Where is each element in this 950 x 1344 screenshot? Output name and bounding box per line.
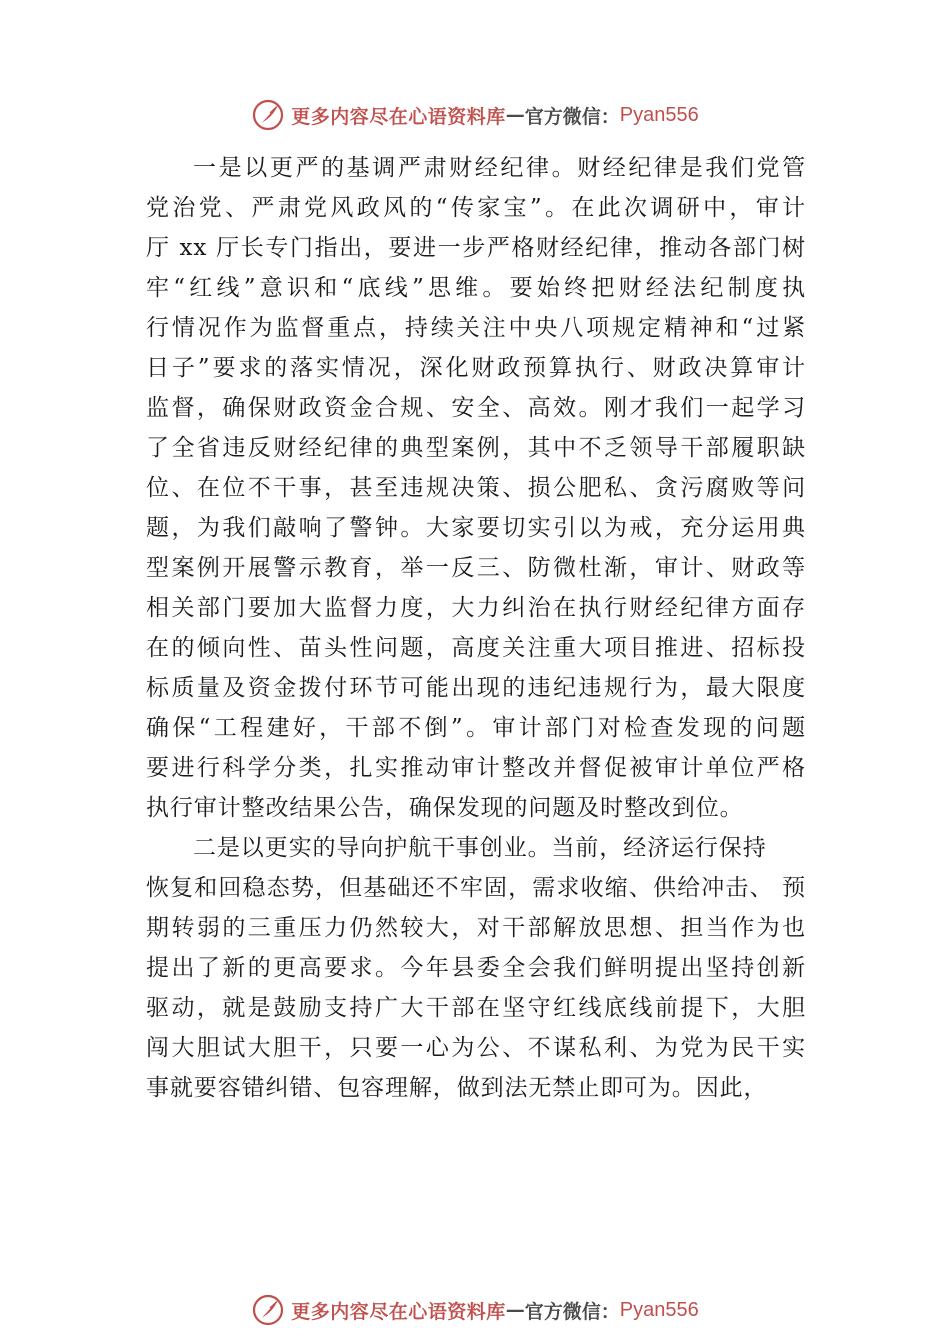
text-line: 闯大胆试大胆干，只要一心为公、不谋私利、为党为民干实: [146, 1035, 806, 1061]
text-line: 题，为我们敲响了警钟。大家要切实引以为戒，充分运用典: [146, 515, 806, 541]
text-line: 确保“工程建好，干部不倒”。审计部门对检查发现的问题: [146, 715, 806, 741]
paragraph-1: [146, 148, 806, 828]
text-line: 位、在位不干事，甚至违规决策、损公肥私、贪污腐败等问: [146, 475, 806, 501]
feather-pen-logo-icon: [251, 98, 285, 132]
paragraph-2: [146, 828, 806, 1108]
text-line: 牢“红线”意识和“底线”思维。要始终把财经法纪制度执: [146, 275, 806, 301]
text-line: 事就要容错纠错、包容理解，做到法无禁止即可为。因此，: [146, 1075, 768, 1101]
watermark-separator: —: [505, 104, 525, 126]
text-line: 要进行科学分类，扎实推动审计整改并督促被审计单位严格: [146, 755, 806, 781]
header-watermark: [0, 95, 950, 135]
watermark-official-label: 官方微信：: [524, 105, 620, 128]
text-line: 执行审计整改结果公告，确保发现的问题及时整改到位。: [146, 795, 744, 821]
text-line: 厅 xx 厅长专门指出，要进一步严格财经纪律，推动各部门树: [146, 235, 806, 261]
document-body: [146, 148, 806, 1108]
text-line: 恢复和回稳态势，但基础还不牢固，需求收缩、供给冲击、 预: [146, 875, 806, 901]
text-line: 驱动，就是鼓励支持广大干部在坚守红线底线前提下，大胆: [146, 995, 806, 1021]
watermark-brand: 更多内容尽在心语资料库: [291, 1300, 506, 1323]
text-line: 监督，确保财政资金合规、安全、高效。刚才我们一起学习: [146, 395, 806, 421]
text-line: 在的倾向性、苗头性问题，高度关注重大项目推进、招标投: [146, 635, 806, 661]
text-line: 行情况作为监督重点，持续关注中央八项规定精神和“过紧: [146, 315, 806, 341]
text-line: 党治党、严肃党风政风的“传家宝”。在此次调研中，审计: [146, 195, 806, 221]
footer-watermark: [0, 1290, 950, 1330]
watermark-separator: —: [505, 1299, 525, 1321]
watermark-wechat-id: Pyan556: [619, 103, 699, 126]
text-line: 型案例开展警示教育，举一反三、防微杜渐，审计、财政等: [146, 555, 806, 581]
text-line: 期转弱的三重压力仍然较大，对干部解放思想、担当作为也: [146, 915, 806, 941]
text-line: 日子”要求的落实情况，深化财政预算执行、财政决算审计: [146, 355, 806, 381]
watermark-wechat-id: Pyan556: [619, 1298, 699, 1321]
feather-pen-logo-icon: [251, 1293, 285, 1327]
text-line: 标质量及资金拨付环节可能出现的违纪违规行为，最大限度: [146, 675, 806, 701]
text-line: 了全省违反财经纪律的典型案例，其中不乏领导干部履职缺: [146, 435, 806, 461]
text-line: 二是以更实的导向护航干事创业。当前，经济运行保持: [193, 835, 767, 861]
text-line: 一是以更严的基调严肃财经纪律。财经纪律是我们党管: [193, 155, 806, 181]
text-line: 相关部门要加大监督力度，大力纠治在执行财经纪律方面存: [146, 595, 806, 621]
watermark-official-label: 官方微信：: [524, 1300, 620, 1323]
text-line: 提出了新的更高要求。今年县委全会我们鲜明提出坚持创新: [146, 955, 806, 981]
watermark-brand: 更多内容尽在心语资料库: [291, 105, 506, 128]
